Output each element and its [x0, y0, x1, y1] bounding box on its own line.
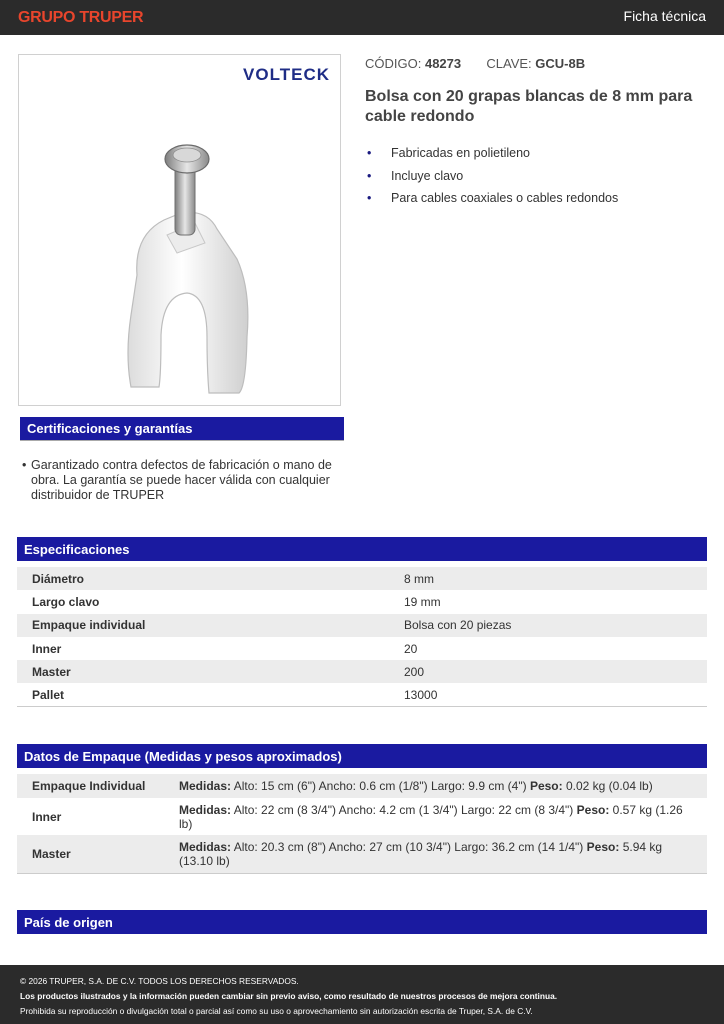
table-row: Inner 20 — [32, 641, 418, 656]
table-row: Pallet 13000 — [32, 687, 438, 702]
code-label: CÓDIGO: — [365, 56, 422, 71]
certifications-header: Certificaciones y garantías — [20, 417, 344, 441]
table-row: Empaque Individual Medidas: Alto: 15 cm (6") Ancho: 0.6 cm (1/8") Largo: 9.9 cm (4") Peso: 0.02 kg (0.04 lb) — [17, 774, 707, 798]
feature-item: • Para cables coaxiales o cables redondos — [367, 191, 619, 205]
volteck-logo: VOLTECK — [243, 65, 330, 84]
specifications-table — [17, 567, 707, 707]
cable-clip-illustration — [109, 125, 279, 425]
table-row: Inner Medidas: Alto: 22 cm (8 3/4") Ancho: 4.2 cm (1 3/4") Largo: 22 cm (8 3/4") Peso: 0.57 kg (1.26 lb) — [32, 802, 683, 831]
clave-label: CLAVE: — [486, 56, 532, 71]
table-row: Master 200 — [17, 660, 707, 683]
bullet-icon: • — [22, 458, 27, 472]
table-row: Largo clavo 19 mm — [32, 594, 441, 609]
feature-item: • Incluye clavo — [367, 168, 464, 183]
table-row: Empaque individual Bolsa con 20 piezas — [17, 614, 707, 637]
feature-list — [365, 146, 618, 214]
feature-item: • Fabricadas en polietileno — [367, 146, 530, 160]
top-header-bar — [0, 0, 724, 35]
packaging-header: Datos de Empaque (Medidas y pesos aproximados) — [17, 744, 707, 768]
footer — [0, 965, 724, 1024]
product-image — [18, 54, 341, 406]
prohibition-text: Prohibida su reproducción o divulgación total o parcial así como su uso o aprovechamiento sin autorización escrita de Truper, S.A. de C.V. — [20, 1006, 533, 1016]
table-row: Master Medidas: Alto: 20.3 cm (8") Ancho: 27 cm (10 3/4") Largo: 36.2 cm (14 1/4") Peso: 5.94 kg (13.10 lb) — [17, 835, 707, 873]
copyright-text: © 2026 TRUPER, S.A. DE C.V. TODOS LOS DERECHOS RESERVADOS. — [20, 976, 299, 986]
packaging-table — [17, 774, 707, 874]
bullet-icon: • — [367, 146, 372, 160]
table-row: Diámetro 8 mm — [17, 567, 707, 590]
document-type-label: Ficha técnica — [623, 8, 706, 24]
product-codes — [365, 56, 585, 71]
bullet-icon: • — [367, 191, 372, 205]
specifications-header: Especificaciones — [17, 537, 707, 561]
bullet-icon: • — [367, 168, 372, 183]
notice-text: Los productos ilustrados y la información pueden cambiar sin previo aviso, como resultado de nuestros procesos de mejora continua. — [20, 991, 558, 1001]
clave-value: GCU-8B — [535, 56, 586, 71]
brand-logo: GRUPO TRUPER — [18, 9, 144, 26]
code-value: 48273 — [424, 56, 462, 71]
origin-header: País de origen — [17, 910, 707, 934]
product-title: Bolsa con 20 grapas blancas de 8 mm para cable redondo — [365, 88, 693, 125]
warranty-text: • Garantizado contra defectos de fabricación o mano de obra. La garantía se puede hacer válida con cualquier distribuidor de TRUPER — [22, 458, 332, 502]
